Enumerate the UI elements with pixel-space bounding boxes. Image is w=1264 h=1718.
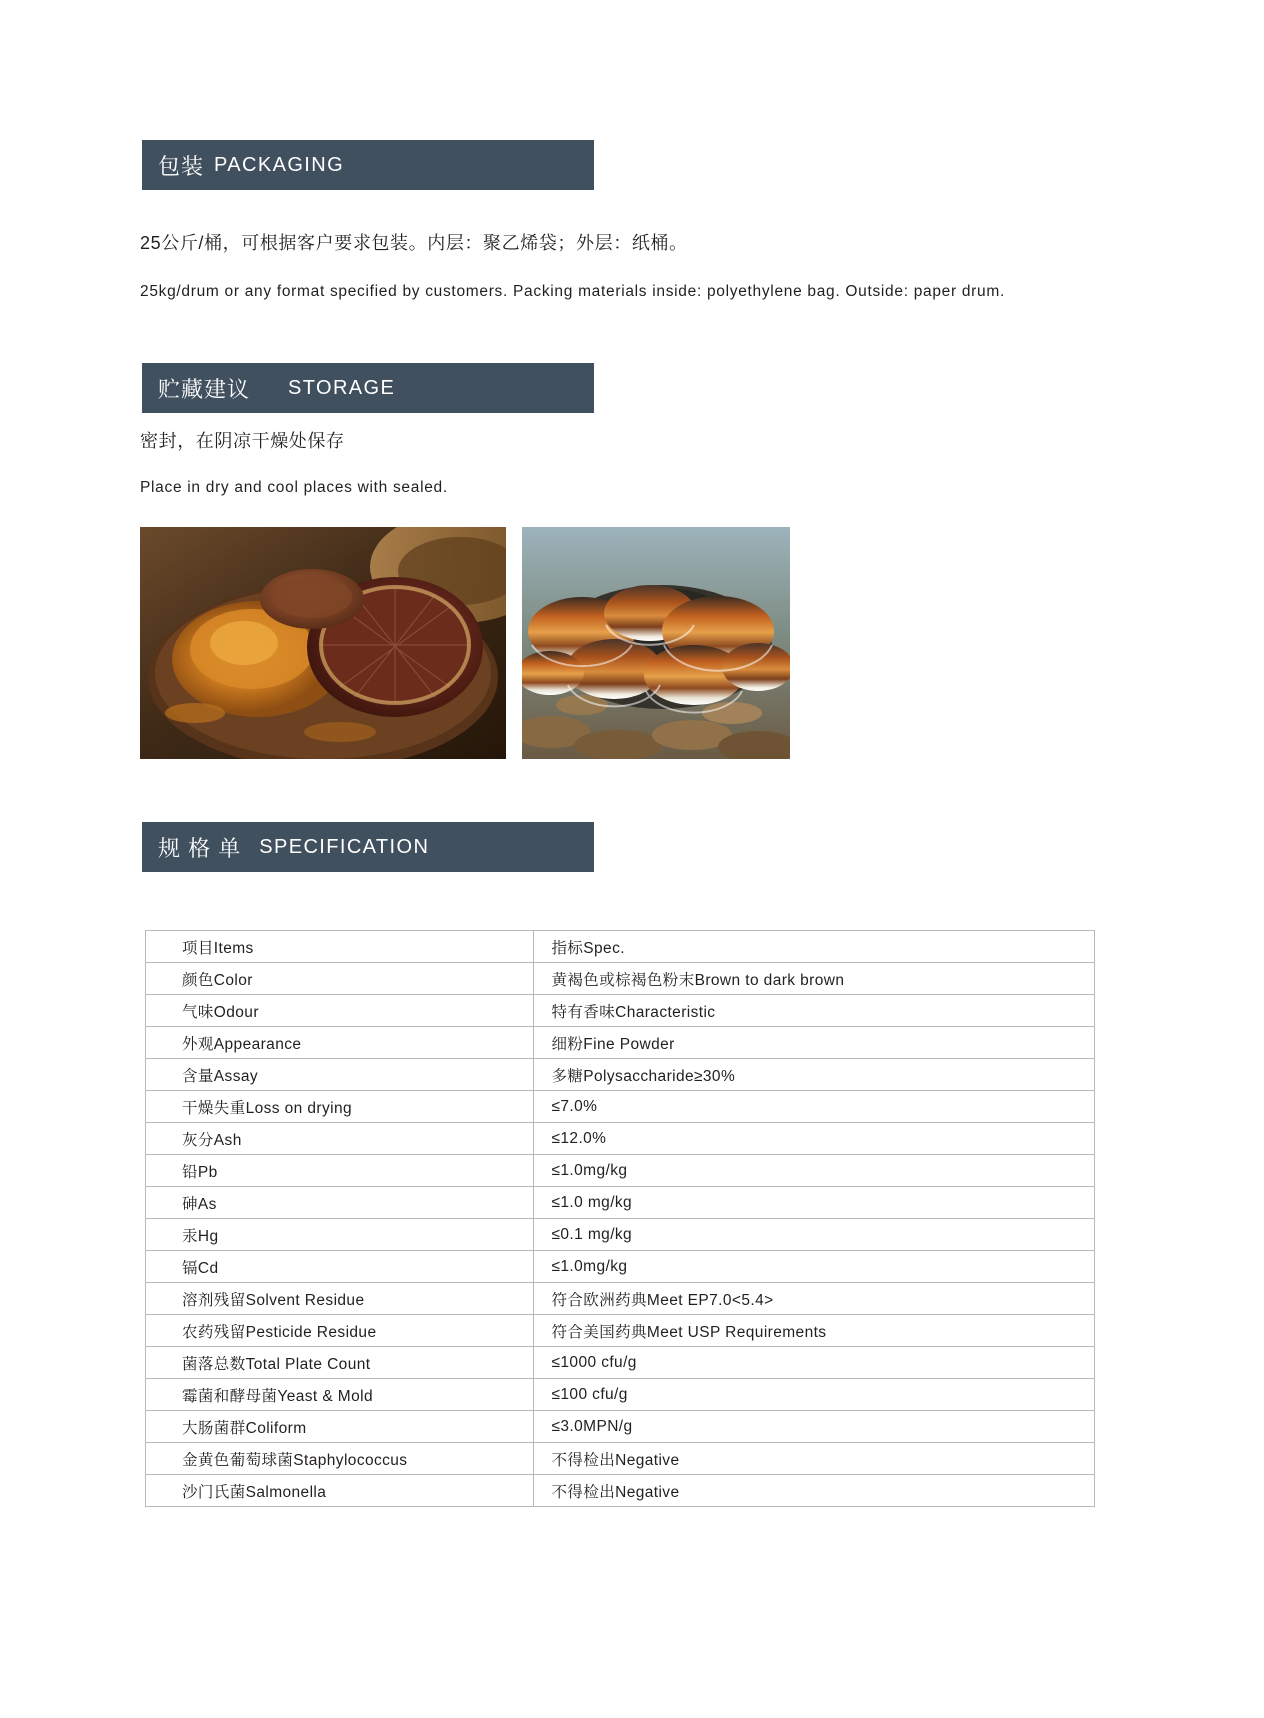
table-row: [146, 1379, 1095, 1411]
table-cell-item: 砷As: [146, 1187, 534, 1219]
table-header-row: [146, 931, 1095, 963]
specification-table: [145, 930, 1095, 1507]
table-row: [146, 1283, 1095, 1315]
table-cell-spec: ≤1.0mg/kg: [533, 1251, 1095, 1283]
table-cell-spec: 不得检出Negative: [533, 1443, 1095, 1475]
table-row: [146, 1027, 1095, 1059]
table-cell-item: 汞Hg: [146, 1219, 534, 1251]
table-cell-spec: ≤100 cfu/g: [533, 1379, 1095, 1411]
table-header-spec: 指标Spec.: [533, 931, 1095, 963]
table-cell-spec: 符合美国药典Meet USP Requirements: [533, 1315, 1095, 1347]
packaging-body-cn: 25公斤/桶，可根据客户要求包装。内层：聚乙烯袋；外层：纸桶。: [140, 233, 688, 253]
section-header-packaging-cn: 包装: [158, 153, 205, 179]
table-row: [146, 1123, 1095, 1155]
table-header-items: 项目Items: [146, 931, 534, 963]
product-photo-reishi-powder: [140, 527, 506, 759]
table-cell-spec: ≤12.0%: [533, 1123, 1095, 1155]
section-header-storage-cn: 贮藏建议: [158, 376, 251, 402]
table-cell-spec: 黄褐色或棕褐色粉末Brown to dark brown: [533, 963, 1095, 995]
table-cell-item: 菌落总数Total Plate Count: [146, 1347, 534, 1379]
table-cell-spec: 不得检出Negative: [533, 1475, 1095, 1507]
table-row: [146, 1411, 1095, 1443]
table-row: [146, 1315, 1095, 1347]
table-row: [146, 995, 1095, 1027]
product-photo-turkey-tail: [522, 527, 790, 759]
table-cell-spec: 符合欧洲药典Meet EP7.0<5.4>: [533, 1283, 1095, 1315]
table-row: [146, 1187, 1095, 1219]
section-header-specification-en: SPECIFICATION: [259, 835, 430, 858]
table-cell-item: 沙门氏菌Salmonella: [146, 1475, 534, 1507]
table-cell-spec: 细粉Fine Powder: [533, 1027, 1095, 1059]
table-cell-item: 颜色Color: [146, 963, 534, 995]
table-cell-item: 灰分Ash: [146, 1123, 534, 1155]
table-cell-item: 霉菌和酵母菌Yeast & Mold: [146, 1379, 534, 1411]
table-cell-item: 干燥失重Loss on drying: [146, 1091, 534, 1123]
table-cell-item: 农药残留Pesticide Residue: [146, 1315, 534, 1347]
table-cell-item: 气味Odour: [146, 995, 534, 1027]
section-header-specification-cn: 规 格 单: [158, 835, 242, 861]
table-cell-item: 铅Pb: [146, 1155, 534, 1187]
table-cell-spec: ≤0.1 mg/kg: [533, 1219, 1095, 1251]
section-header-packaging: [142, 140, 594, 190]
packaging-body-en: 25kg/drum or any format specified by customers. Packing materials inside: polyethylene bag. Outside: paper drum.: [140, 283, 1005, 300]
section-header-storage-en: STORAGE: [288, 376, 396, 399]
table-cell-spec: ≤1.0 mg/kg: [533, 1187, 1095, 1219]
table-row: [146, 1091, 1095, 1123]
table-cell-item: 溶剂残留Solvent Residue: [146, 1283, 534, 1315]
table-row: [146, 1443, 1095, 1475]
table-row: [146, 1475, 1095, 1507]
table-row: [146, 1059, 1095, 1091]
table-cell-spec: ≤1.0mg/kg: [533, 1155, 1095, 1187]
storage-body-en: Place in dry and cool places with sealed.: [140, 479, 448, 496]
table-row: [146, 1347, 1095, 1379]
table-cell-item: 镉Cd: [146, 1251, 534, 1283]
table-row: [146, 1155, 1095, 1187]
table-cell-item: 金黄色葡萄球菌Staphylococcus: [146, 1443, 534, 1475]
table-cell-spec: ≤3.0MPN/g: [533, 1411, 1095, 1443]
table-cell-spec: 特有香味Characteristic: [533, 995, 1095, 1027]
table-cell-spec: ≤1000 cfu/g: [533, 1347, 1095, 1379]
table-cell-spec: ≤7.0%: [533, 1091, 1095, 1123]
table-cell-item: 含量Assay: [146, 1059, 534, 1091]
table-row: [146, 963, 1095, 995]
table-cell-item: 大肠菌群Coliform: [146, 1411, 534, 1443]
storage-body-cn: 密封，在阴凉干燥处保存: [140, 431, 345, 451]
section-header-specification: [142, 822, 594, 872]
section-header-storage: [142, 363, 594, 413]
table-row: [146, 1219, 1095, 1251]
table-cell-spec: 多糖Polysaccharide≥30%: [533, 1059, 1095, 1091]
table-row: [146, 1251, 1095, 1283]
table-cell-item: 外观Appearance: [146, 1027, 534, 1059]
section-header-packaging-en: PACKAGING: [214, 153, 345, 176]
